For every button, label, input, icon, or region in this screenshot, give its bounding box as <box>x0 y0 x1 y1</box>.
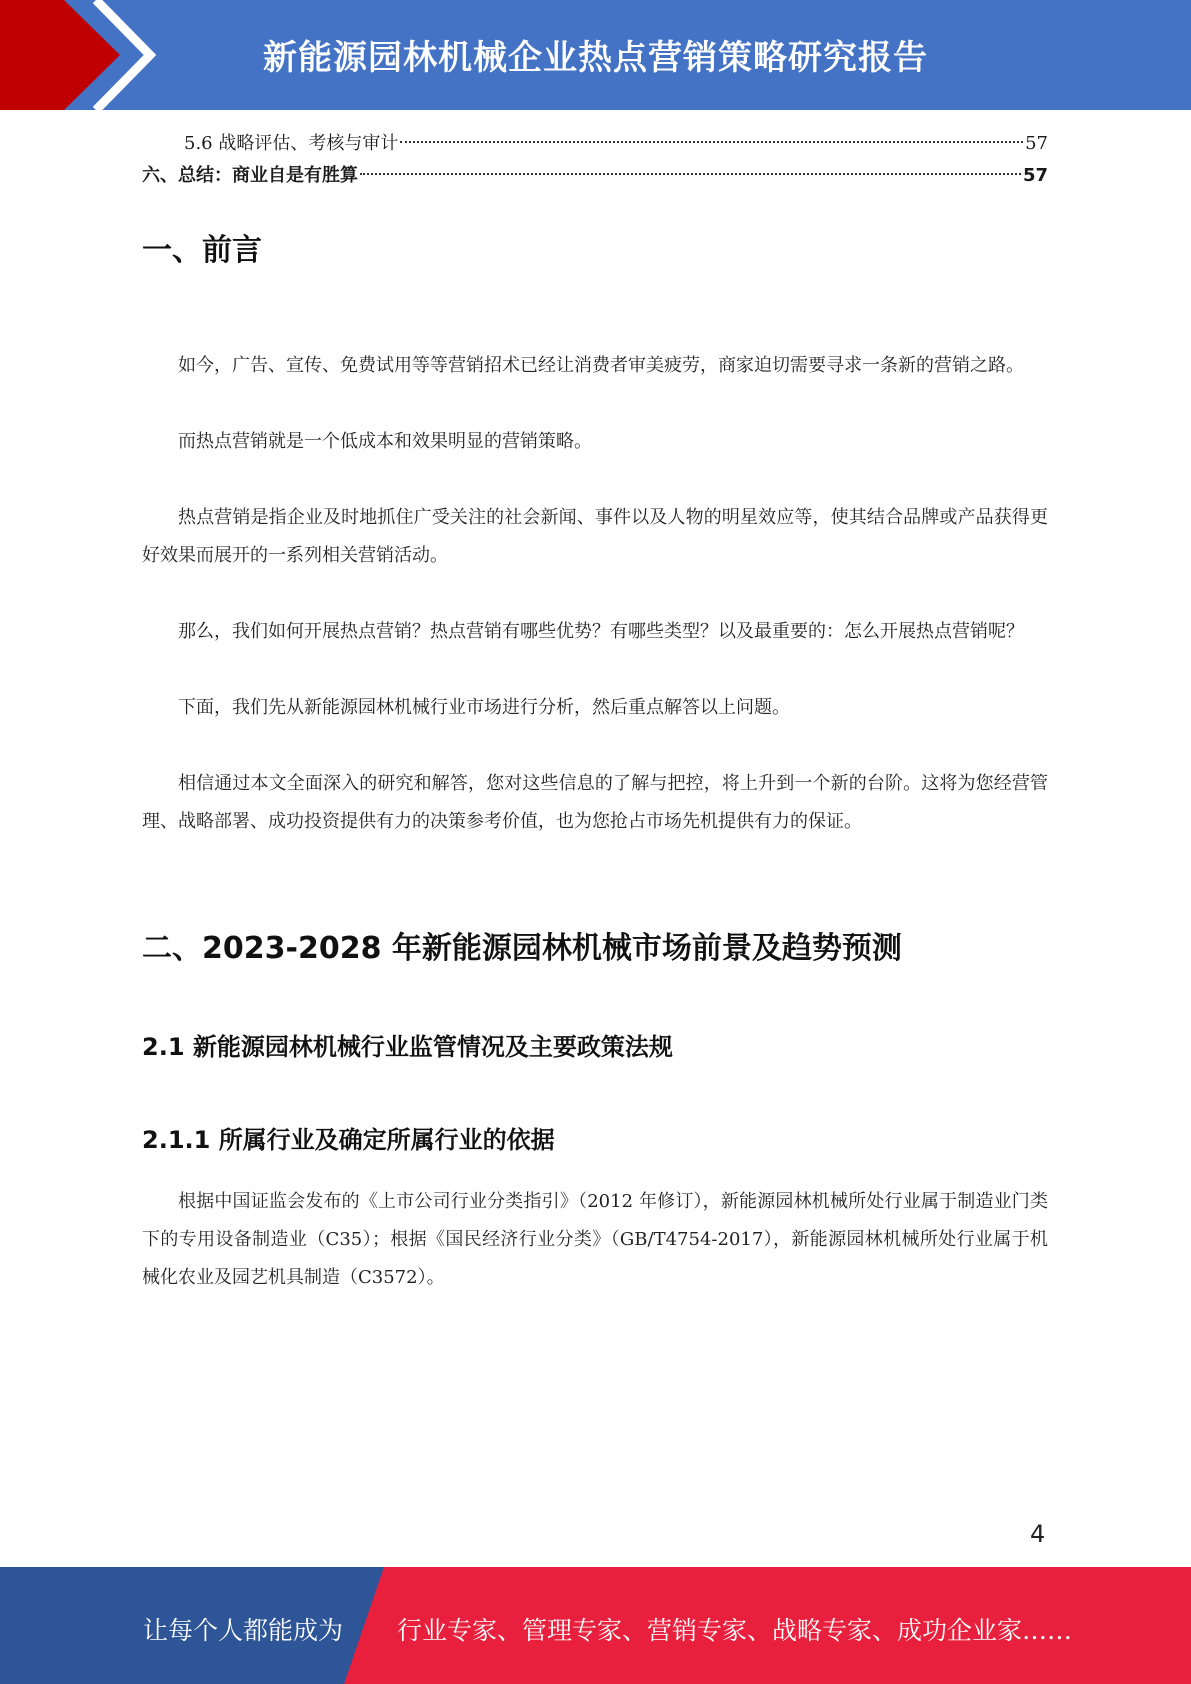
toc-item-page: 57 <box>1022 165 1048 186</box>
section-heading-forecast: 二、2023-2028 年新能源园林机械市场前景及趋势预测 <box>142 931 902 966</box>
toc-item-page: 57 <box>1025 133 1048 154</box>
section-heading-preface: 一、前言 <box>142 233 262 268</box>
body-paragraph: 那么，我们如何开展热点营销？热点营销有哪些优势？有哪些类型？以及最重要的：怎么开展热点营销呢？ <box>178 621 1024 642</box>
toc-item-label: 5.6 战略评估、考核与审计 <box>184 133 399 154</box>
body-paragraph: 如今，广告、宣传、免费试用等等营销招术已经让消费者审美疲劳，商家迫切需要寻求一条新的营销之路。 <box>178 355 1024 376</box>
body-paragraph: 相信通过本文全面深入的研究和解答，您对这些信息的了解与把控，将上升到一个新的台阶。这将为您经营管理、战略部署、成功投资提供有力的决策参考价值，也为您抢占市场先机提供有力的保证。 <box>142 773 1048 832</box>
table-of-contents <box>142 128 1048 192</box>
subsection-heading: 2.1.1 所属行业及确定所属行业的依据 <box>142 1126 555 1154</box>
page-number: 4 <box>1030 1520 1046 1548</box>
footer-slogan-right: 行业专家、管理专家、营销专家、战略专家、成功企业家…… <box>397 1616 1073 1645</box>
toc-item[interactable] <box>142 160 1048 192</box>
toc-item[interactable] <box>142 128 1048 160</box>
header-title: 新能源园林机械企业热点营销策略研究报告 <box>263 38 928 78</box>
body-paragraph: 而热点营销就是一个低成本和效果明显的营销策略。 <box>178 431 592 452</box>
toc-leader-dots <box>400 141 1023 143</box>
main-content <box>142 225 1048 1297</box>
page-header <box>0 0 1191 110</box>
page-footer <box>0 1567 1191 1684</box>
subsection-heading: 2.1 新能源园林机械行业监管情况及主要政策法规 <box>142 1033 673 1061</box>
toc-leader-dots <box>360 173 1021 175</box>
body-paragraph: 根据中国证监会发布的《上市公司行业分类指引》（2012 年修订），新能源园林机械所处行业属于制造业门类下的专用设备制造业（C35）；根据《国民经济行业分类》（GB/T4754-2017），新能源园林机械所处行业属于机械化农业及园艺机具制造（C3572）。 <box>142 1191 1048 1288</box>
toc-item-label: 六、总结：商业自是有胜算 <box>142 165 358 186</box>
body-paragraph: 下面，我们先从新能源园林机械行业市场进行分析，然后重点解答以上问题。 <box>178 697 790 718</box>
footer-slogan-left: 让每个人都能成为 <box>143 1616 344 1645</box>
body-paragraph: 热点营销是指企业及时地抓住广受关注的社会新闻、事件以及人物的明星效应等，使其结合品牌或产品获得更好效果而展开的一系列相关营销活动。 <box>142 507 1048 566</box>
